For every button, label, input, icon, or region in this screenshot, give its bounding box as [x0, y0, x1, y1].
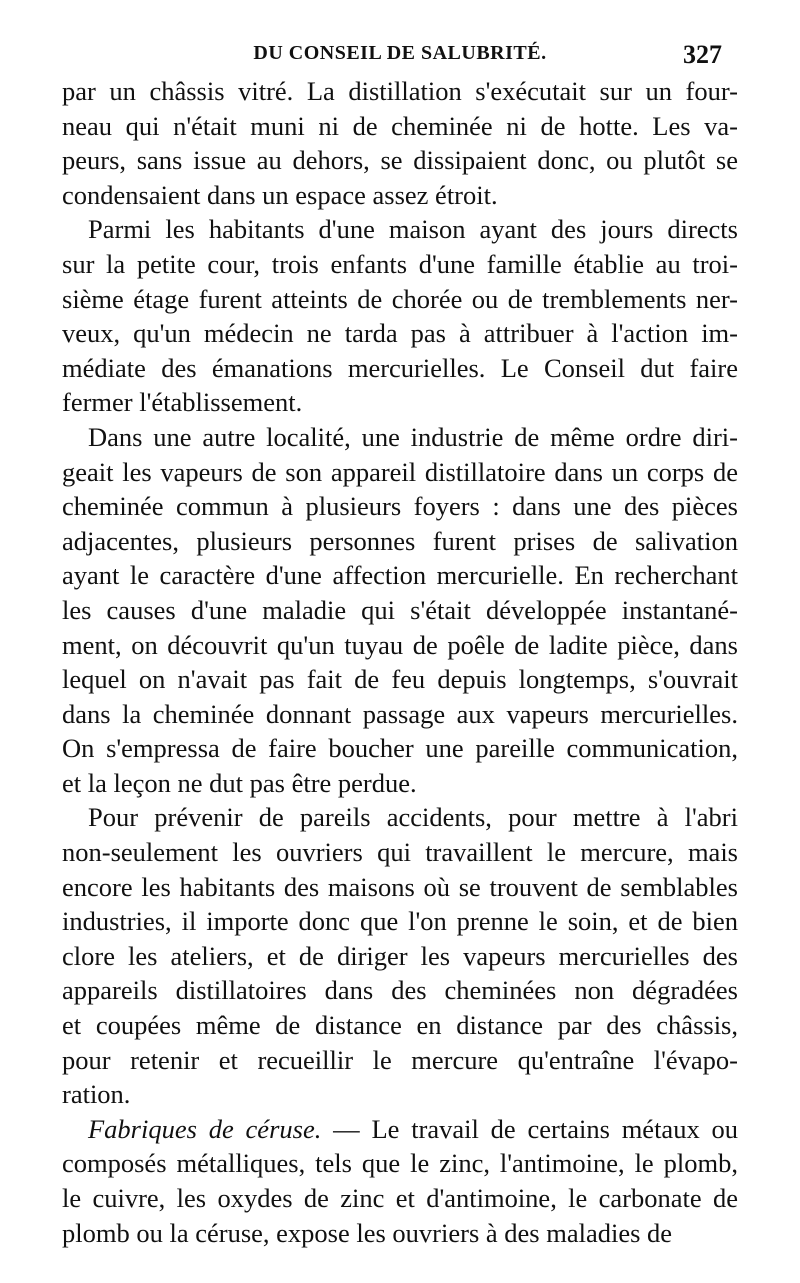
text-line: par un châssis vitré. La distillation s'exécutait sur un four-: [62, 76, 738, 106]
text-line-rest: — Le travail de certains métaux ou: [321, 1113, 738, 1144]
text-line: appareils distillatoires dans des cheminées non dégradées: [62, 975, 738, 1006]
section-heading-italic: Fabriques de céruse.: [88, 1113, 322, 1144]
text-line: sur la petite cour, trois enfants d'une famille établie au troi-: [62, 248, 738, 279]
text-line: [62, 1112, 738, 1147]
text-line: cheminée commun à plusieurs foyers : dans une des pièces: [62, 491, 738, 522]
text-line: les causes d'une maladie qui s'était développée instantané-: [62, 594, 738, 625]
paragraph: [62, 212, 738, 420]
text-line: geait les vapeurs de son appareil distillatoire dans un corps de: [62, 456, 738, 487]
text-line: pour retenir et recueillir le mercure qu'entraîne l'évapo-: [62, 1044, 738, 1075]
paragraph: [62, 800, 738, 1111]
text-line: dans la cheminée donnant passage aux vapeurs mercurielles.: [62, 698, 738, 729]
text-line: On s'empressa de faire boucher une pareille communication,: [62, 733, 738, 764]
text-line: peurs, sans issue au dehors, se dissipaient donc, ou plutôt se: [62, 145, 738, 176]
text-line: Pour prévenir de pareils accidents, pour mettre à l'abri: [88, 802, 738, 833]
text-line: ayant le caractère d'une affection mercurielle. En recherchant: [62, 560, 738, 591]
text-line: ration.: [62, 1079, 131, 1110]
text-line: sième étage furent atteints de chorée ou de tremblements ner-: [62, 283, 738, 314]
text-line: et coupées même de distance en distance par des châssis,: [62, 1010, 738, 1041]
paragraph: [62, 1112, 738, 1250]
text-line: industries, il importe donc que l'on prenne le soin, et de bien: [62, 906, 738, 937]
text-line: lequel on n'avait pas fait de feu depuis longtemps, s'ouvrait: [62, 664, 738, 695]
text-line: composés métalliques, tels que le zinc, l'antimoine, le plomb,: [62, 1148, 738, 1179]
text-line: encore les habitants des maisons où se trouvent de semblables: [62, 871, 738, 902]
paragraph: [62, 420, 738, 801]
text-line: condensaient dans un espace assez étroit.: [62, 179, 498, 210]
text-line: plomb ou la céruse, expose les ouvriers à des maladies de: [62, 1217, 673, 1248]
text-line: neau qui n'était muni ni de cheminée ni de hotte. Les va-: [62, 110, 738, 141]
text-line: clore les ateliers, et de diriger les vapeurs mercurielles des: [62, 940, 738, 971]
text-line: adjacentes, plusieurs personnes furent prises de salivation: [62, 525, 738, 556]
text-line: médiate des émanations mercurielles. Le Conseil dut faire: [62, 352, 738, 383]
text-line: et la leçon ne dut pas être perdue.: [62, 767, 417, 798]
text-line: Parmi les habitants d'une maison ayant des jours directs: [88, 214, 738, 245]
paragraph: [62, 74, 738, 212]
text-line: le cuivre, les oxydes de zinc et d'antimoine, le carbonate de: [62, 1183, 738, 1213]
text-line: ment, on découvrit qu'un tuyau de poêle de ladite pièce, dans: [62, 629, 738, 660]
text-line: fermer l'établissement.: [62, 387, 303, 418]
page-number: 327: [683, 40, 722, 69]
text-line: veux, qu'un médecin ne tarda pas à attribuer à l'action im-: [62, 318, 738, 349]
running-head: [0, 40, 800, 70]
text-line: Dans une autre localité, une industrie de même ordre diri-: [88, 421, 738, 452]
running-title: DU CONSEIL DE SALUBRITÉ.: [253, 42, 547, 64]
text-line: non-seulement les ouvriers qui travaillent le mercure, mais: [62, 837, 738, 868]
body-text: [62, 74, 738, 1250]
